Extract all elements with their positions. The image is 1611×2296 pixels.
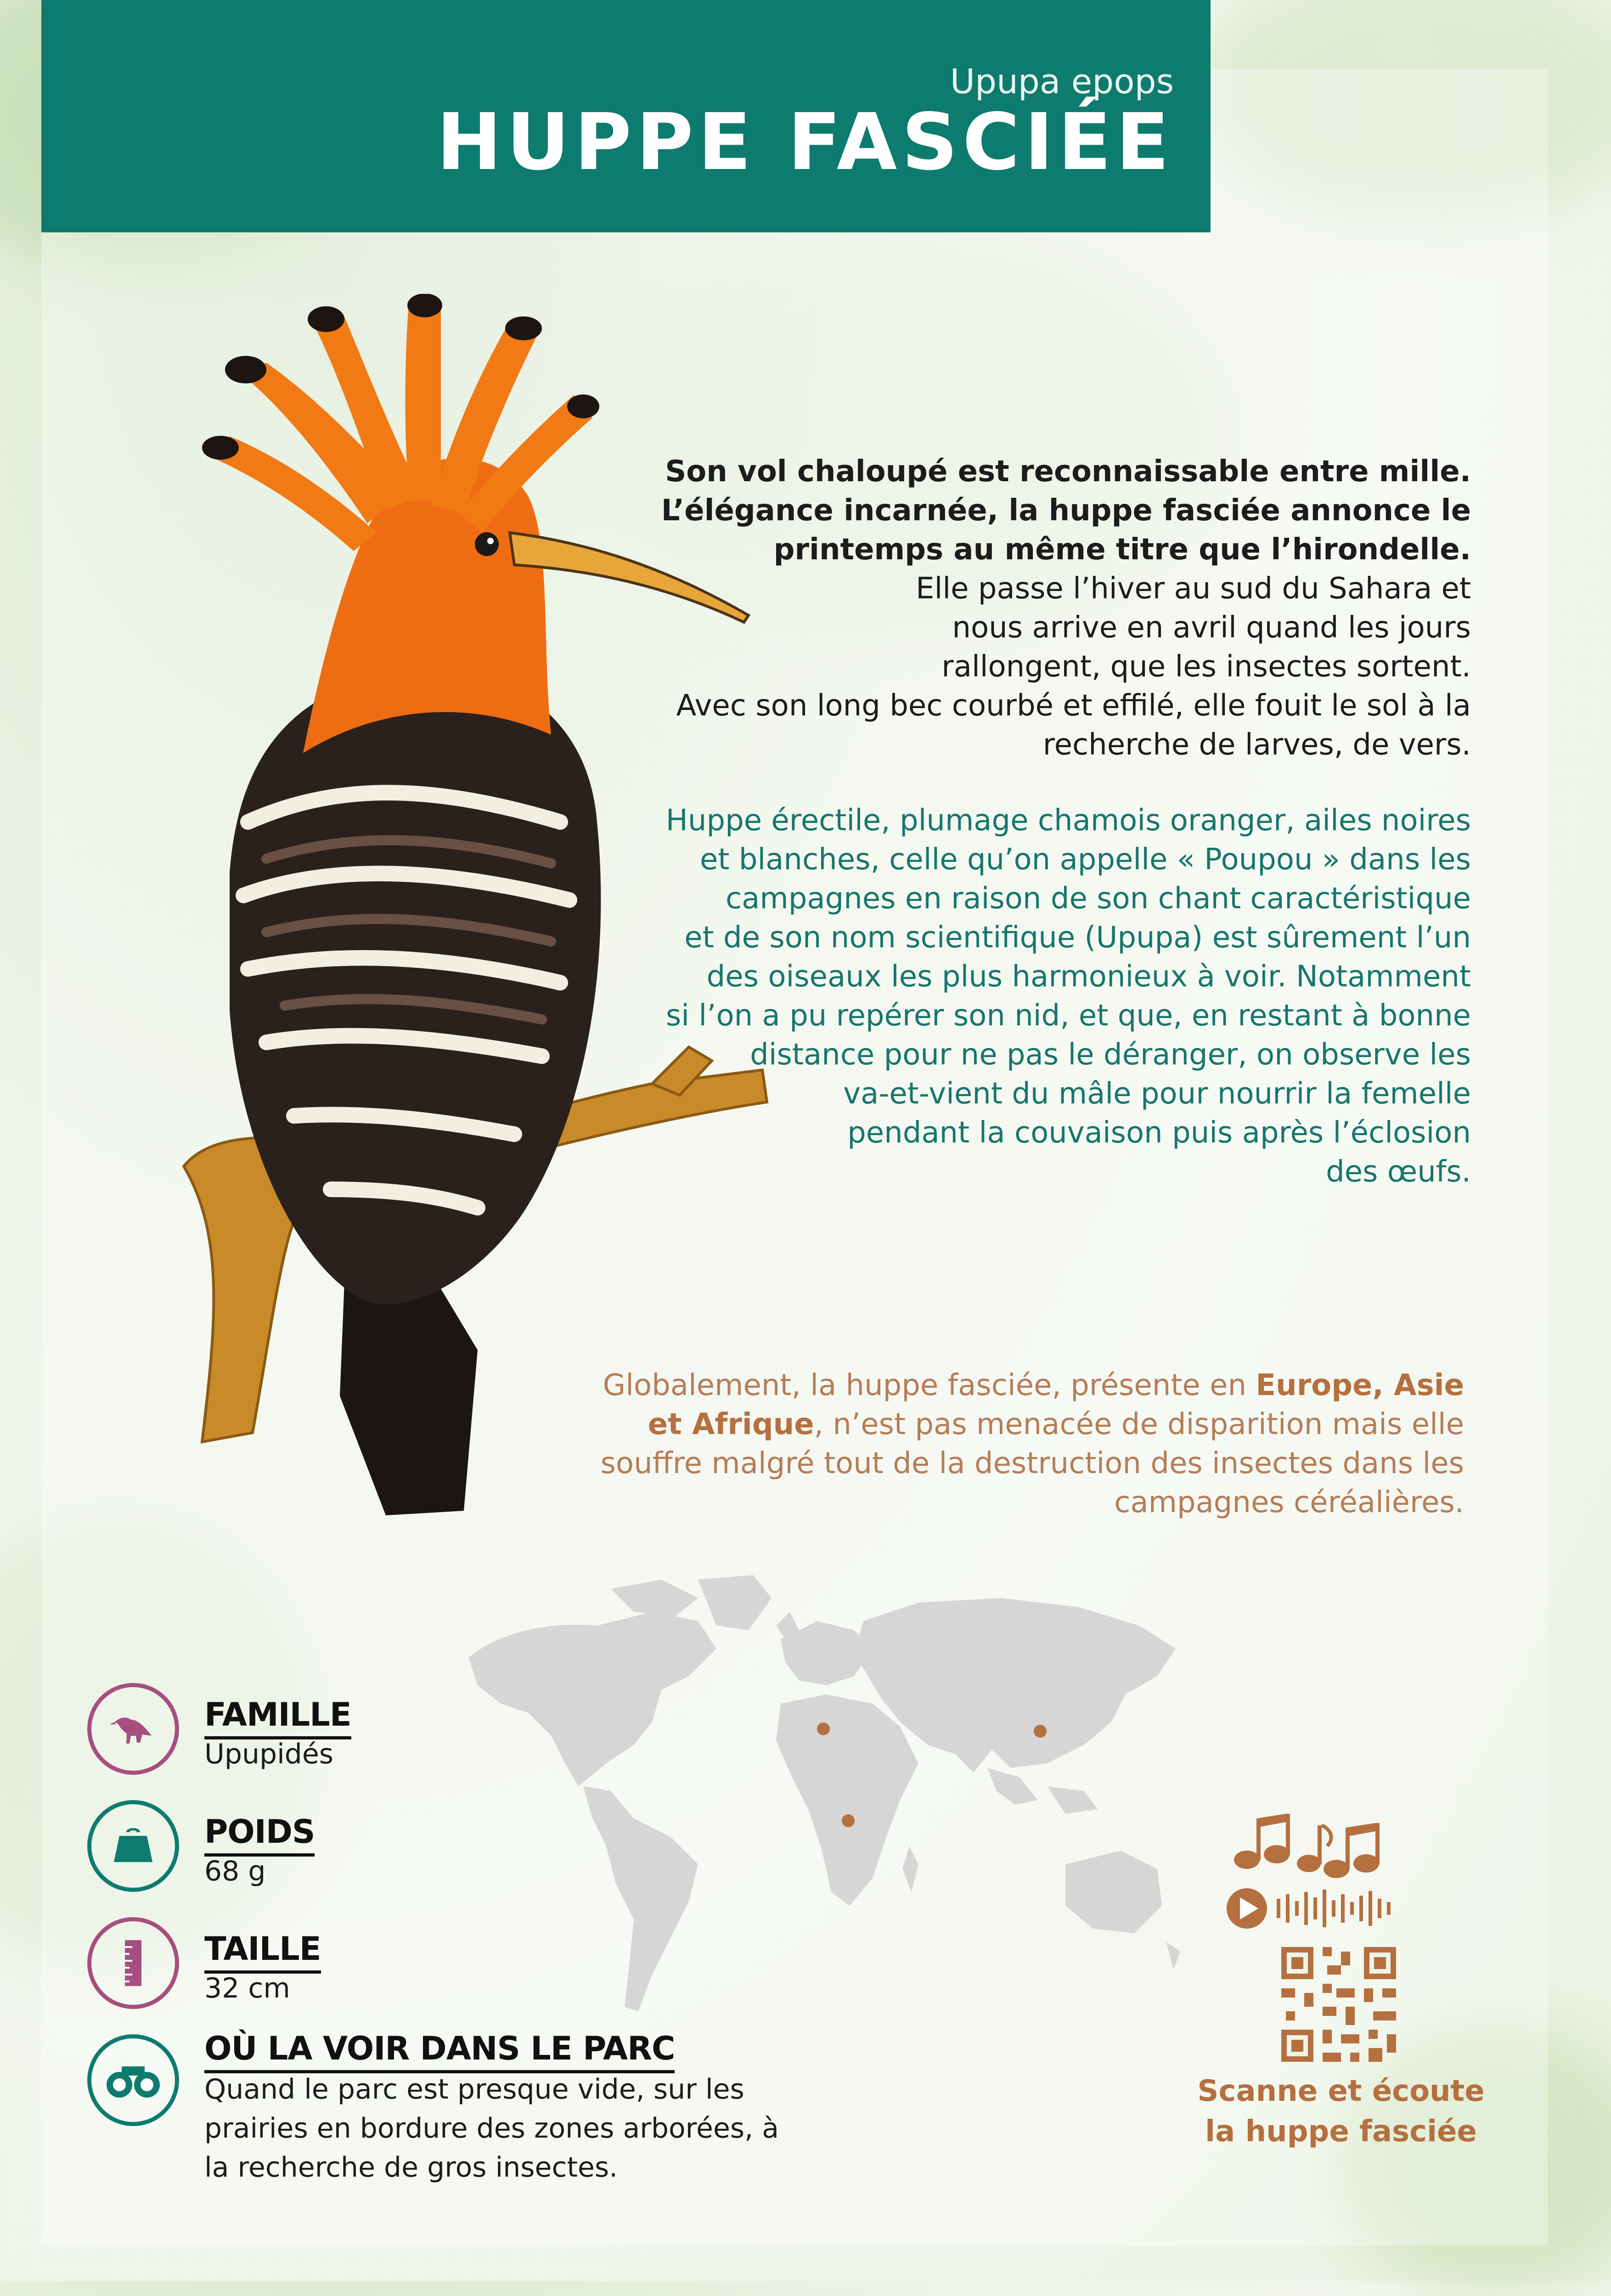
description-line: pendant la couvaison puis après l’éclosion xyxy=(847,1116,1471,1150)
fact-size-value: 32 cm xyxy=(204,1972,290,2004)
latin-name: Upupa epops xyxy=(950,62,1174,101)
weight-icon xyxy=(87,1800,179,1892)
status-text: , n’est pas menacée de disparition mais elle xyxy=(814,1407,1464,1441)
fact-size-label: TAILLE xyxy=(204,1930,321,1974)
fact-where-line: Quand le parc est presque vide, sur les xyxy=(204,2073,744,2105)
status-text: campagnes céréalières. xyxy=(1114,1486,1464,1519)
fact-where-label: OÙ LA VOIR DANS LE PARC xyxy=(204,2030,675,2073)
status-regions: et Afrique xyxy=(648,1407,814,1441)
presence-dot-asia xyxy=(1034,1725,1047,1738)
intro-bold-line: printemps au même titre que l’hirondelle. xyxy=(773,533,1471,567)
music-notes-icon xyxy=(1234,1814,1380,1878)
intro-bold-line: L’élégance incarnée, la huppe fasciée annonce le xyxy=(661,494,1471,528)
description-line: si l’on a pu repérer son nid, et que, en restant à bonne xyxy=(665,999,1471,1033)
fact-where-line: prairies en bordure des zones arborées, à xyxy=(204,2112,779,2144)
fact-weight-value: 68 g xyxy=(204,1855,266,1887)
intro-line: rallongent, que les insectes sortent. xyxy=(941,650,1471,684)
fact-family-value: Upupidés xyxy=(204,1738,334,1770)
play-icon xyxy=(1227,1888,1267,1929)
fact-weight-label: POIDS xyxy=(204,1813,315,1857)
scan-caption xyxy=(1157,2071,1525,2152)
presence-dot-europe xyxy=(817,1722,830,1735)
bird-icon xyxy=(87,1683,179,1775)
sound-wave xyxy=(1277,1890,1391,1927)
description-paragraph xyxy=(598,801,1471,1192)
description-line: Huppe érectile, plumage chamois oranger, ailes noires xyxy=(665,804,1471,838)
eye xyxy=(475,532,499,556)
status-paragraph xyxy=(591,1366,1464,1522)
intro-bold-line: Son vol chaloupé est reconnaissable entre mille. xyxy=(665,455,1471,489)
description-line: distance pour ne pas le déranger, on observe les xyxy=(750,1038,1471,1072)
description-line: et de son nom scientifique (Upupa) est sûrement l’un xyxy=(684,921,1471,955)
scan-caption-line: la huppe fasciée xyxy=(1205,2115,1477,2149)
presence-dot-africa xyxy=(842,1814,855,1827)
intro-line: Avec son long bec courbé et effilé, elle fouit le sol à la xyxy=(676,689,1471,723)
intro-paragraph xyxy=(598,452,1471,765)
ruler-icon xyxy=(87,1917,179,2009)
intro-line: Elle passe l’hiver au sud du Sahara et xyxy=(916,572,1471,606)
description-line: des œufs. xyxy=(1326,1155,1471,1189)
description-line: va-et-vient du mâle pour nourrir la femelle xyxy=(843,1077,1471,1111)
intro-line: nous arrive en avril quand les jours xyxy=(952,611,1471,645)
fact-family-label: FAMILLE xyxy=(204,1696,351,1739)
status-text: Globalement, la huppe fasciée, présente en xyxy=(603,1368,1256,1402)
status-text: souffre malgré tout de la destruction des insectes dans les xyxy=(600,1446,1464,1480)
description-line: des oiseaux les plus harmonieux à voir. Notamment xyxy=(706,960,1471,994)
page-title: HUPPE FASCIÉE xyxy=(436,97,1174,188)
world-map xyxy=(459,1570,1212,2030)
neck xyxy=(303,458,551,754)
qr-code xyxy=(1281,1947,1396,2062)
status-regions: Europe, Asie xyxy=(1256,1368,1464,1402)
description-line: et blanches, celle qu’on appelle « Poupou » dans les xyxy=(699,843,1471,877)
intro-line: recherche de larves, de vers. xyxy=(1042,728,1471,762)
fact-where-line: la recherche de gros insectes. xyxy=(204,2151,618,2183)
binoculars-icon xyxy=(87,2034,179,2126)
description-line: campagnes en raison de son chant caractéristique xyxy=(725,882,1471,916)
scan-caption-line: Scanne et écoute xyxy=(1197,2074,1485,2108)
title-banner xyxy=(41,0,1211,232)
